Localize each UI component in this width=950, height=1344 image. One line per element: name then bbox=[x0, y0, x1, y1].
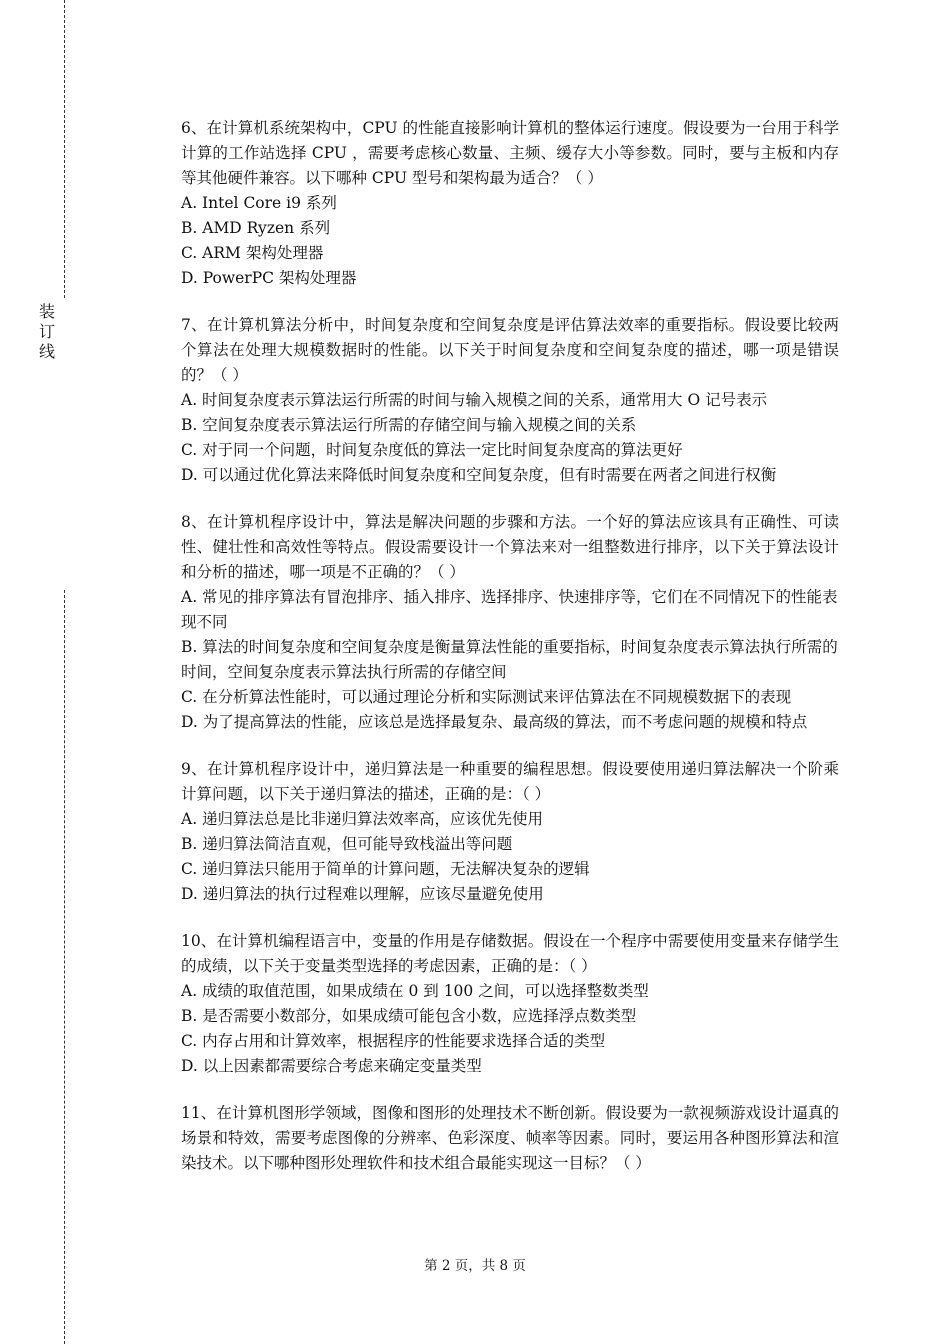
option-b: B. 算法的时间复杂度和空间复杂度是衡量算法性能的重要指标，时间复杂度表示算法执行所需的时间，空间复杂度表示算法执行所需的存储空间 bbox=[181, 638, 838, 681]
binding-dashed-line-bottom bbox=[64, 590, 65, 1344]
question-list bbox=[181, 116, 839, 1198]
option-d: D. PowerPC 架构处理器 bbox=[181, 269, 357, 287]
option-c: C. 内存占用和计算效率，根据程序的性能要求选择合适的类型 bbox=[181, 1032, 606, 1050]
binding-label bbox=[36, 302, 58, 362]
option-d: D. 为了提高算法的性能，应该总是选择最复杂、最高级的算法，而不考虑问题的规模和特点 bbox=[181, 713, 808, 731]
option-a: A. 递归算法总是比非递归算法效率高，应该优先使用 bbox=[181, 810, 544, 828]
option-list bbox=[181, 191, 839, 291]
question-11 bbox=[181, 1101, 839, 1176]
question-stem: 8、在计算机程序设计中，算法是解决问题的步骤和方法。一个好的算法应该具有正确性、可读性、健壮性和高效性等特点。假设需要设计一个算法来对一组整数进行排序，以下关于算法设计和分析的描述，哪一项是不正确的？（ ） bbox=[181, 513, 839, 581]
option-list bbox=[181, 585, 839, 735]
question-stem: 11、在计算机图形学领域，图像和图形的处理技术不断创新。假设要为一款视频游戏设计逼真的场景和特效，需要考虑图像的分辨率、色彩深度、帧率等因素。同时，要运用各种图形算法和渲染技术。以下哪种图形处理软件和技术组合最能实现这一目标？（ ） bbox=[181, 1104, 839, 1172]
binding-char: 装 bbox=[38, 302, 55, 321]
option-a: A. 时间复杂度表示算法运行所需的时间与输入规模之间的关系，通常用大 O 记号表示 bbox=[181, 391, 768, 409]
option-c: C. 在分析算法性能时，可以通过理论分析和实际测试来评估算法在不同规模数据下的表现 bbox=[181, 688, 792, 706]
option-b: B. 递归算法简洁直观，但可能导致栈溢出等问题 bbox=[181, 835, 513, 853]
option-list bbox=[181, 979, 839, 1079]
option-list bbox=[181, 807, 839, 907]
binding-char: 线 bbox=[38, 342, 55, 361]
option-d: D. 以上因素都需要综合考虑来确定变量类型 bbox=[181, 1057, 482, 1075]
option-d: D. 可以通过优化算法来降低时间复杂度和空间复杂度，但有时需要在两者之间进行权衡 bbox=[181, 466, 777, 484]
question-stem: 10、在计算机编程语言中，变量的作用是存储数据。假设在一个程序中需要使用变量来存储学生的成绩，以下关于变量类型选择的考虑因素，正确的是：（ ） bbox=[181, 932, 839, 975]
question-9 bbox=[181, 757, 839, 907]
option-b: B. AMD Ryzen 系列 bbox=[181, 219, 331, 237]
page-footer: 第 2 页，共 8 页 bbox=[424, 1258, 526, 1274]
option-a: A. Intel Core i9 系列 bbox=[181, 194, 337, 212]
option-a: A. 常见的排序算法有冒泡排序、插入排序、选择排序、快速排序等，它们在不同情况下的性能表现不同 bbox=[181, 588, 838, 631]
question-stem: 6、在计算机系统架构中，CPU 的性能直接影响计算机的整体运行速度。假设要为一台用于科学计算的工作站选择 CPU ，需要考虑核心数量、主频、缓存大小等参数。同时，要与主板和内存等其他硬件兼容。以下哪种 CPU 型号和架构最为适合？（ ） bbox=[181, 119, 839, 187]
question-8 bbox=[181, 510, 839, 735]
option-c: C. 递归算法只能用于简单的计算问题，无法解决复杂的逻辑 bbox=[181, 860, 590, 878]
option-a: A. 成绩的取值范围，如果成绩在 0 到 100 之间，可以选择整数类型 bbox=[181, 982, 649, 1000]
option-b: B. 空间复杂度表示算法运行所需的存储空间与输入规模之间的关系 bbox=[181, 416, 637, 434]
option-c: C. 对于同一个问题，时间复杂度低的算法一定比时间复杂度高的算法更好 bbox=[181, 441, 683, 459]
question-stem: 9、在计算机程序设计中，递归算法是一种重要的编程思想。假设要使用递归算法解决一个阶乘计算问题，以下关于递归算法的描述，正确的是：（ ） bbox=[181, 760, 839, 803]
question-7 bbox=[181, 313, 839, 488]
question-6 bbox=[181, 116, 839, 291]
binding-dashed-line-top bbox=[64, 0, 65, 298]
option-b: B. 是否需要小数部分，如果成绩可能包含小数，应选择浮点数类型 bbox=[181, 1007, 637, 1025]
binding-char: 订 bbox=[38, 322, 55, 341]
option-c: C. ARM 架构处理器 bbox=[181, 244, 324, 262]
question-10 bbox=[181, 929, 839, 1079]
question-stem: 7、在计算机算法分析中，时间复杂度和空间复杂度是评估算法效率的重要指标。假设要比较两个算法在处理大规模数据时的性能。以下关于时间复杂度和空间复杂度的描述，哪一项是错误的？（ ） bbox=[181, 316, 839, 384]
option-list bbox=[181, 388, 839, 488]
option-d: D. 递归算法的执行过程难以理解，应该尽量避免使用 bbox=[181, 885, 544, 903]
